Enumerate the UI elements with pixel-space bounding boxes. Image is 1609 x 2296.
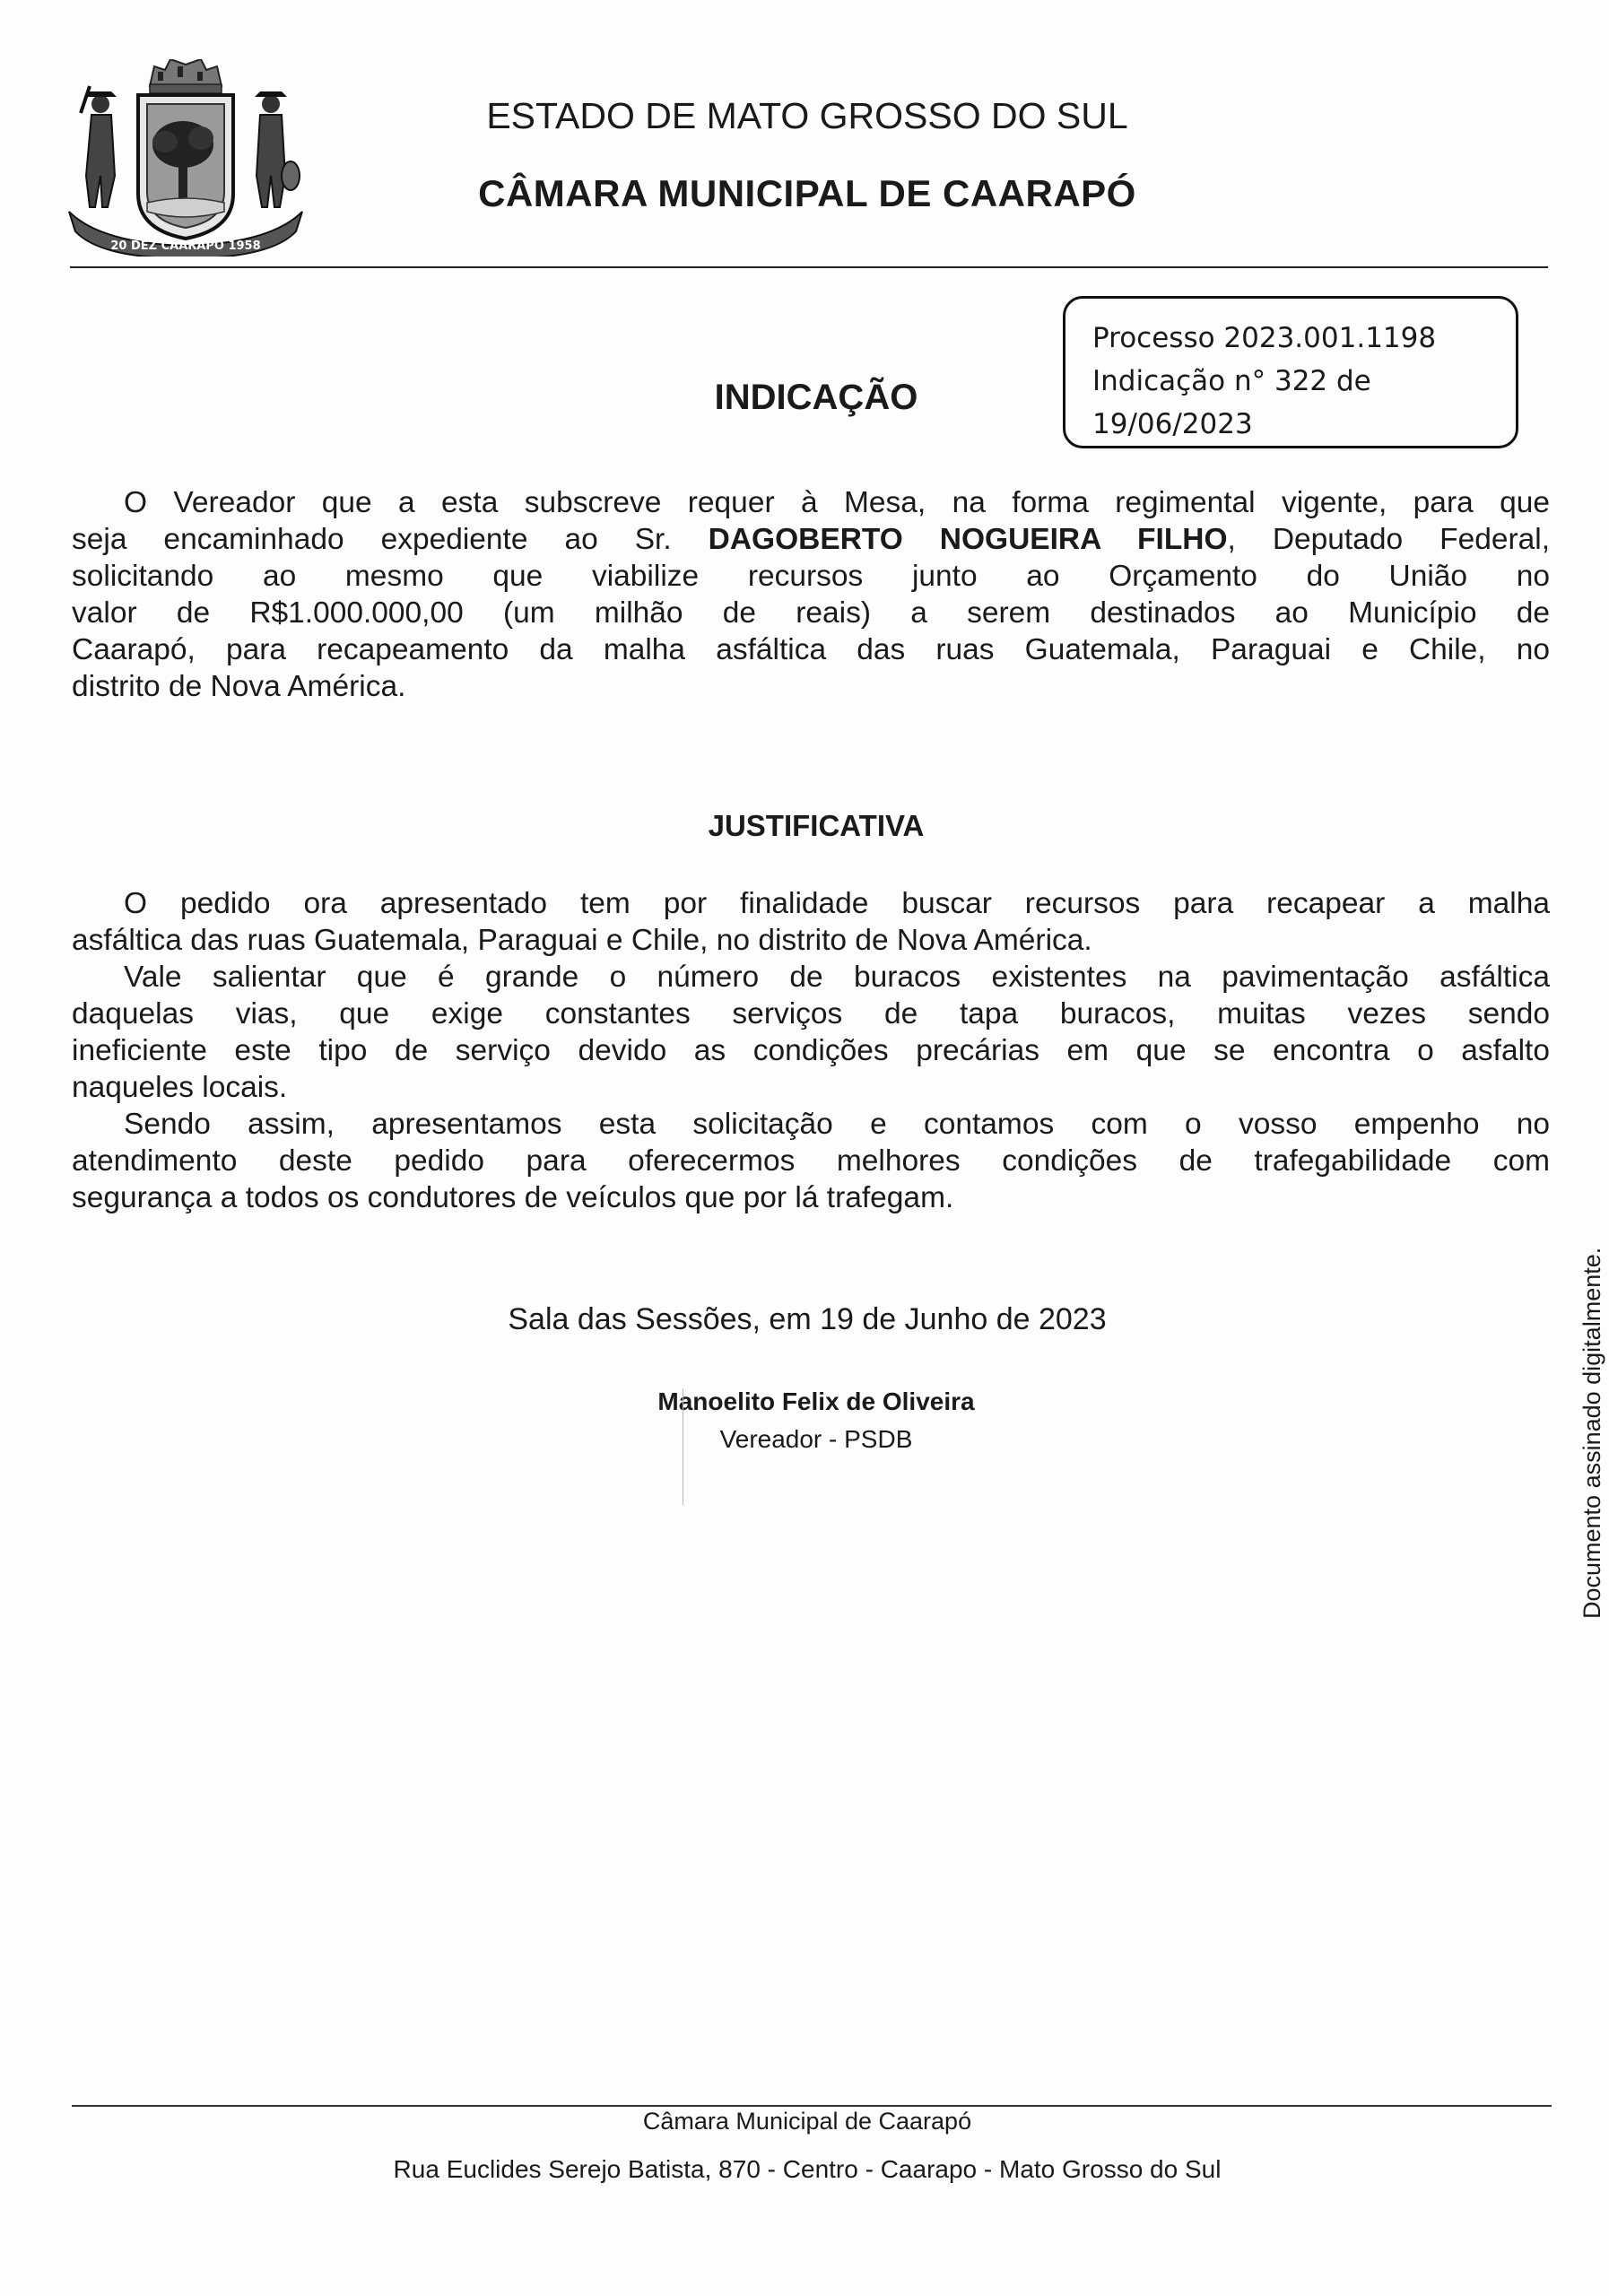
justification-line: Vale salientar que é grande o número de buracos existentes na pavimentação asfáltica	[124, 961, 1550, 994]
footer-institution: Câmara Municipal de Caarapó	[642, 2108, 972, 2135]
body-line: valor de R$1.000.000,00 (um milhão de reais) a serem destinados ao Município de	[72, 596, 1550, 630]
justification-line: ineficiente este tipo de serviço devido as condições precárias em que se encontra o asfalto	[72, 1034, 1550, 1067]
municipal-crest-logo	[65, 59, 307, 257]
document-title: INDICAÇÃO	[714, 378, 918, 417]
indication-number: Indicação n° 322 de	[1092, 365, 1371, 397]
footer-divider	[72, 2105, 1552, 2107]
justification-heading: JUSTIFICATIVA	[708, 809, 925, 842]
justification-line: atendimento deste pedido para oferecermos melhores condições de trafegabilidade com	[72, 1144, 1550, 1178]
digital-signature-note: Documento assinado digitalmente.	[1579, 1247, 1605, 1619]
justification-line: daquelas vias, que exige constantes serviços de tapa buracos, muitas vezes sendo	[72, 997, 1550, 1031]
chamber-heading: CÂMARA MUNICIPAL DE CAARAPÓ	[478, 172, 1136, 214]
justification-line: naqueles locais.	[72, 1071, 288, 1104]
body-line: Caarapó, para recapeamento da malha asfáltica das ruas Guatemala, Paraguai e Chile, no	[72, 633, 1550, 666]
place-and-date: Sala das Sessões, em 19 de Junho de 2023	[508, 1302, 1107, 1336]
indication-date: 19/06/2023	[1092, 408, 1253, 440]
header-divider	[70, 266, 1548, 268]
justification-body	[72, 885, 1550, 1216]
body-line: seja encaminhado expediente ao Sr. DAGOBERTO NOGUEIRA FILHO, Deputado Federal,	[72, 523, 1550, 556]
signer-role: Vereador - PSDB	[719, 1425, 913, 1453]
process-stamp-box	[1063, 296, 1518, 448]
body-line: distrito de Nova América.	[72, 670, 406, 703]
body-line: solicitando ao mesmo que viabilize recursos junto ao Orçamento do União no	[72, 560, 1550, 593]
signer-name: Manoelito Felix de Oliveira	[657, 1387, 975, 1415]
footer-address: Rua Euclides Serejo Batista, 870 - Centro - Caarapo - Mato Grosso do Sul	[393, 2155, 1222, 2183]
state-heading: ESTADO DE MATO GROSSO DO SUL	[486, 95, 1128, 136]
justification-line: asfáltica das ruas Guatemala, Paraguai e Chile, no distrito de Nova América.	[72, 924, 1092, 957]
body-line: O Vereador que a esta subscreve requer à Mesa, na forma regimental vigente, para que	[124, 486, 1550, 519]
justification-line: Sendo assim, apresentamos esta solicitação e contamos com o vosso empenho no	[124, 1108, 1550, 1141]
justification-line: O pedido ora apresentado tem por finalidade buscar recursos para recapear a malha	[124, 887, 1550, 920]
process-number: Processo 2023.001.1198	[1092, 322, 1437, 354]
recipient-name: DAGOBERTO NOGUEIRA FILHO	[708, 523, 1228, 556]
crest-ribbon-text: 20 DEZ CAARAPÓ 1958	[110, 239, 261, 253]
justification-line: segurança a todos os condutores de veículos que por lá trafegam.	[72, 1181, 954, 1214]
indication-body	[72, 484, 1550, 705]
